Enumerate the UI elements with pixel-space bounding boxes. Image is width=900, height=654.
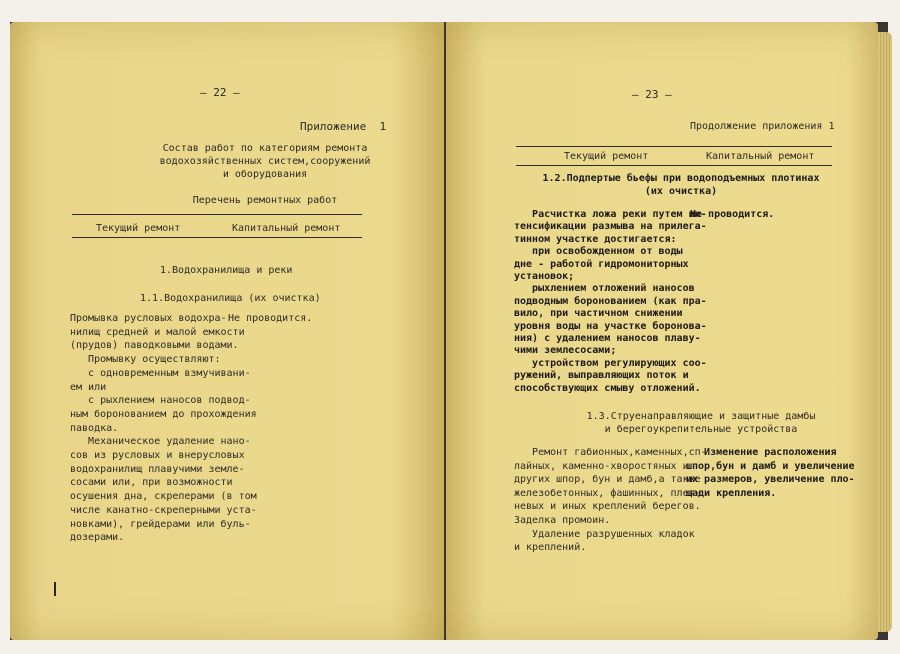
text-line: паводка. — [70, 422, 119, 434]
text-line: водохранилищ плавучими земле- — [70, 463, 245, 475]
capital-repair-text: Не проводится. — [228, 313, 313, 324]
page-number: — 22 — — [200, 86, 240, 99]
right-page — [446, 22, 878, 640]
text-line: вило, при частичном снижении — [514, 308, 683, 320]
section-1-heading: 1.Водохранилища и реки — [160, 265, 293, 276]
text-line: Ремонт габионных,каменных,сп- — [514, 447, 707, 458]
title-line-2: водохозяйственных систем,сооружений — [159, 156, 371, 167]
page-edges — [878, 32, 892, 632]
text-line: Механическое удаление нано- — [70, 436, 251, 448]
title-line-3: и оборудования — [222, 169, 308, 180]
text-line: способствующих смыву отложений. — [514, 382, 701, 394]
col-current-header: Текущий ремонт — [96, 223, 181, 234]
text-line: дне - работой гидромониторных — [514, 258, 689, 270]
capital-repair-text-1: Не проводится. — [690, 209, 775, 220]
text-line: при освобожденном от воды — [514, 246, 683, 258]
text-line: установок; — [514, 271, 575, 282]
left-page — [10, 22, 444, 640]
book-spread — [10, 22, 888, 640]
text-line: с рыхлением наносов подвод- — [70, 395, 251, 407]
text-line: (прудов) паводковыми водами. — [70, 340, 239, 352]
table-header-rule — [516, 165, 832, 166]
page-number: — 23 — — [632, 88, 672, 101]
text-line: подводным боронованием (как пра- — [514, 295, 707, 307]
margin-mark — [54, 582, 56, 596]
text-line: ружений, выправляющих поток и — [514, 370, 689, 382]
col-current-header: Текущий ремонт — [564, 151, 649, 162]
text-line: Промывку осуществляют: — [70, 354, 221, 366]
table-header-rule — [72, 237, 362, 238]
section-1-1-heading: 1.1.Водохранилища (их очистка) — [140, 293, 321, 304]
subtitle: Перечень ремонтных работ — [192, 195, 338, 206]
text-line: и креплений. — [514, 542, 587, 554]
text-line: тенсификации размыва на прилега- — [514, 221, 707, 233]
text-line: Изменение расположения — [686, 447, 837, 458]
text-line: с одновременным взмучивани- — [70, 367, 251, 379]
text-line: осушения дна, скреперами (в том — [70, 491, 257, 503]
text-line: уровня воды на участке боронова- — [514, 320, 707, 332]
text-line: сов из русловых и внерусловых — [70, 450, 245, 461]
text-line: щади крепления. — [686, 487, 777, 499]
text-line: тинном участке достигается: — [514, 233, 677, 245]
appendix-label: Приложение 1 — [300, 120, 387, 133]
text-line: лайных, каменно-хворостяных и — [514, 460, 689, 472]
text-line: дозерами. — [70, 532, 125, 544]
col-capital-header: Капитальный ремонт — [706, 151, 815, 162]
col-capital-header: Капитальный ремонт — [232, 223, 341, 234]
text-line: ния) с удалением наносов плаву- — [514, 333, 701, 344]
section-1-3-line-1: 1.3.Струенаправляющие и защитные дамбы — [586, 411, 816, 422]
text-line: их размеров, увеличение пло- — [686, 474, 855, 486]
text-line: шпор,бун и дамб и увеличение — [686, 460, 855, 472]
text-line: невых и иных креплений берегов. — [514, 501, 701, 513]
text-line: чими землесосами; — [514, 345, 617, 357]
section-1-3-line-2: и берегоукрепительные устройства — [604, 424, 798, 435]
section-1-2-line-2: (их очистка) — [644, 186, 718, 197]
text-line: Расчистка ложа реки путем ин- — [514, 209, 707, 220]
text-line: Промывка русловых водохра- — [70, 313, 227, 324]
text-line: железобетонных, фашинных, плет- — [514, 487, 701, 499]
text-line: новками), грейдерами или буль- — [70, 518, 251, 530]
text-line: числе канатно-скреперными уста- — [70, 504, 257, 516]
text-line: Заделка промоин. — [514, 515, 611, 526]
title-line-1: Состав работ по категориям ремонта — [162, 143, 368, 154]
table-top-rule — [72, 214, 362, 215]
text-line: устройством регулирующих соо- — [514, 357, 707, 369]
text-line: нилищ средней и малой емкости — [70, 326, 245, 338]
text-line: Удаление разрушенных кладок — [514, 528, 695, 540]
section-1-2-line-1: 1.2.Подпертые бьефы при водоподъемных плотинах — [542, 173, 820, 184]
text-line: других шпор, бун и дамб,а также — [514, 474, 701, 486]
text-line: сосами или, при возможности — [70, 477, 233, 489]
text-line: ем или — [70, 381, 107, 393]
text-line: ным боронованием до прохождения — [70, 408, 257, 420]
text-line: рыхлением отложений наносов — [514, 283, 695, 295]
continuation-label: Продолжение приложения 1 — [690, 121, 835, 132]
table-top-rule — [516, 146, 832, 147]
